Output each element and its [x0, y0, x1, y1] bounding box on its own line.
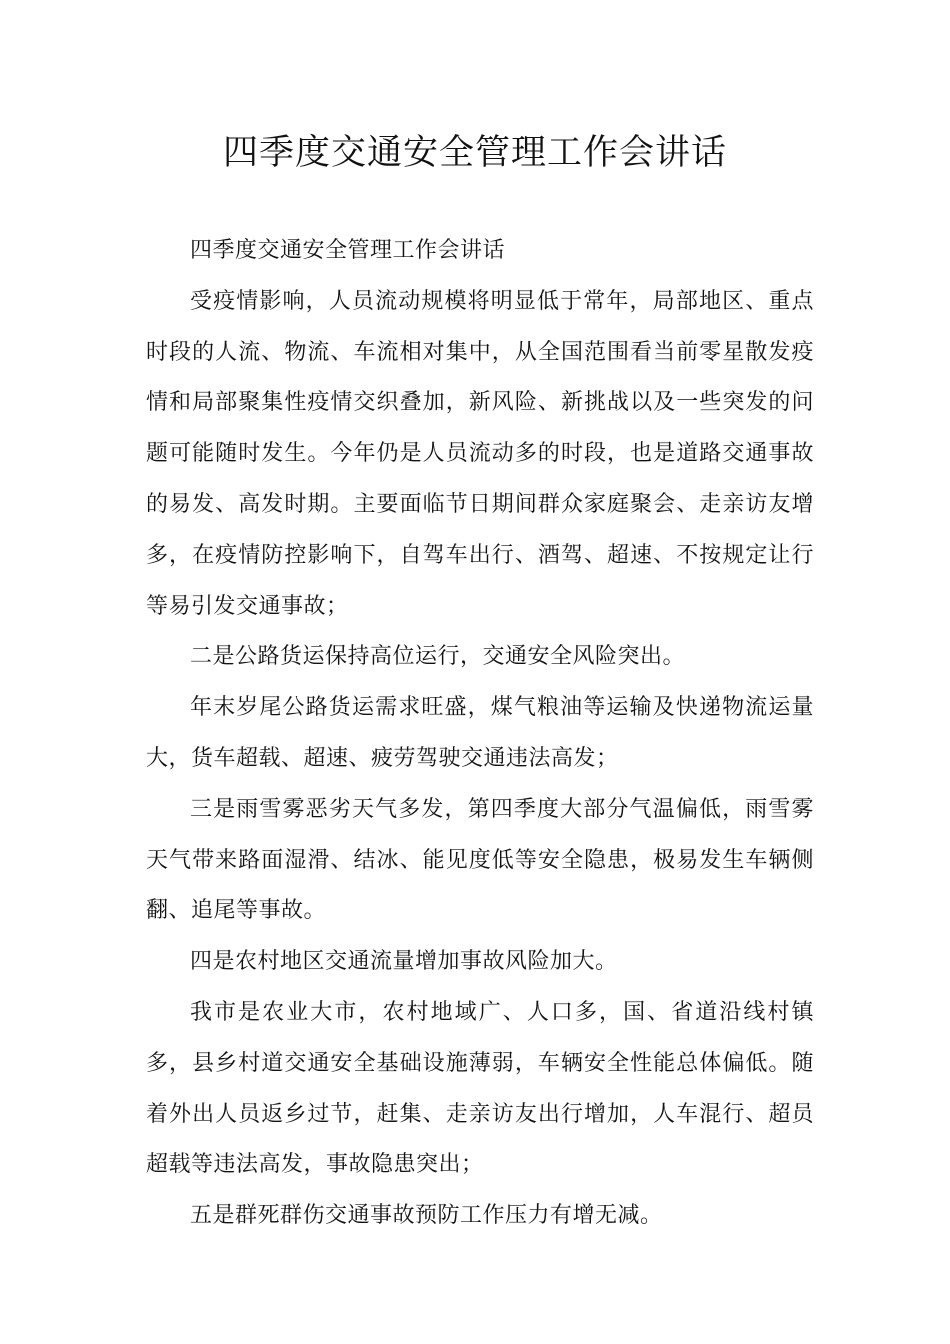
paragraph-subtitle: 四季度交通安全管理工作会讲话 [190, 238, 506, 263]
paragraph-epidemic-impact: 受疫情影响，人员流动规模将明显低于常年，局部地区、重点时段的人流、物流、车流相对集中，从全国范围看当前零星散发疫情和局部聚集性疫情交织叠加，新风险、新挑战以及一些突发的问题可能随时发生。今年仍是人员流动多的时段，也是道路交通事故的易发、高发时期。主要面临节日期间群众家庭聚会、走亲访友增多，在疫情防控影响下，自驾车出行、酒驾、超速、不按规定让行等易引发交通事故； [146, 288, 814, 619]
paragraph-weather-risk: 三是雨雪雾恶劣天气多发，第四季度大部分气温偏低，雨雪雾天气带来路面湿滑、结冰、能见度低等安全隐患，极易发生车辆侧翻、追尾等事故。 [146, 796, 814, 924]
paragraph-freight-risk: 二是公路货运保持高位运行，交通安全风险突出。 [190, 644, 686, 670]
document-body [146, 226, 814, 1242]
paragraph-mass-casualty: 五是群死群伤交通事故预防工作压力有增无减。 [190, 1203, 663, 1229]
paragraph-rural-detail: 我市是农业大市，农村地域广、人口多，国、省道沿线村镇多，县乡村道交通安全基础设施薄弱，车辆安全性能总体偏低。随着外出人员返乡过节，赶集、走亲访友出行增加，人车混行、超员超载等违法高发，事故隐患突出； [146, 999, 814, 1178]
paragraph-freight-detail: 年末岁尾公路货运需求旺盛，煤气粮油等运输及快递物流运量大，货车超载、超速、疲劳驾驶交通违法高发； [146, 695, 814, 771]
document-title: 四季度交通安全管理工作会讲话 [222, 133, 727, 173]
paragraph-rural-risk: 四是农村地区交通流量增加事故风险加大。 [190, 949, 618, 975]
